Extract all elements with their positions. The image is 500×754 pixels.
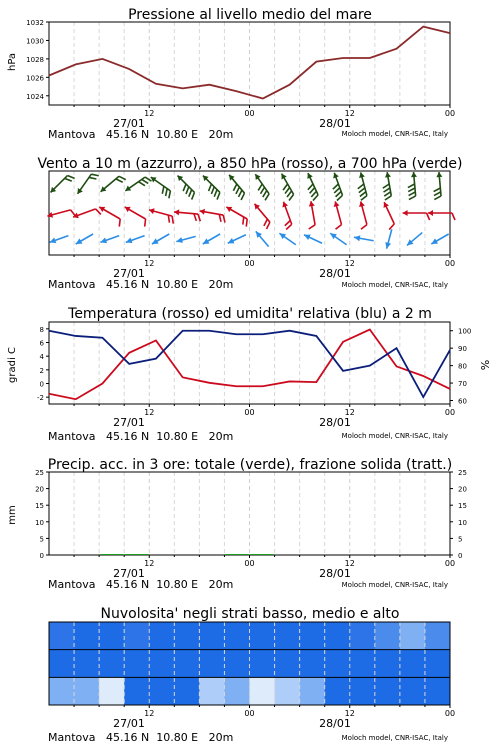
wind-barb-10m bbox=[353, 234, 374, 243]
wind-barb-feather bbox=[382, 184, 389, 188]
wind-barb-feather bbox=[388, 224, 396, 230]
y-tick-label-right: 10 bbox=[458, 518, 467, 527]
y-tick-label: 1024 bbox=[26, 92, 44, 101]
y-tick-label: 8 bbox=[39, 325, 44, 334]
wind-barb-head bbox=[305, 172, 313, 179]
wind-barb-10m bbox=[176, 234, 197, 245]
y-tick-label: 5 bbox=[39, 535, 44, 544]
cloud-cell-medio bbox=[350, 650, 376, 678]
wind-arrow-head bbox=[430, 238, 438, 246]
cloud-cell-basso bbox=[275, 677, 301, 705]
panel-pressure bbox=[7, 7, 455, 141]
cloud-cell-medio bbox=[99, 650, 125, 678]
wind-barb-850hPa bbox=[354, 201, 371, 230]
wind-barb-feather bbox=[433, 188, 440, 192]
cloud-cell-alto bbox=[124, 622, 150, 650]
wind-barb-700hPa bbox=[432, 172, 444, 200]
cloud-cell-alto bbox=[174, 622, 200, 650]
y-tick-label: -2 bbox=[37, 394, 44, 403]
clouds-location: Mantova 45.16 N 10.80 E 20m bbox=[48, 731, 234, 744]
y-tick-label: 1030 bbox=[26, 37, 44, 46]
wind-barb-head bbox=[436, 172, 442, 178]
x-tick-label: 00 bbox=[244, 259, 255, 268]
cloud-cell-basso bbox=[174, 677, 200, 705]
wind-arrow-head bbox=[150, 238, 158, 246]
wind-arrow-head bbox=[226, 238, 234, 246]
panel-wind bbox=[37, 156, 462, 291]
wind-barb-feather bbox=[360, 225, 368, 230]
wind-arrow-head bbox=[74, 238, 82, 246]
wind-barb-head bbox=[281, 201, 288, 208]
temperature-ylabel: gradi C bbox=[7, 347, 18, 383]
date-label: 27/01 bbox=[113, 416, 145, 429]
date-label: 28/01 bbox=[319, 567, 351, 580]
precip-title: Precip. acc. in 3 ore: totale (verde), frazione solida (tratt.) bbox=[47, 457, 453, 473]
cloud-cell-medio bbox=[49, 650, 75, 678]
y-tick-label: 4 bbox=[39, 353, 44, 362]
cloud-cell-medio bbox=[224, 650, 250, 678]
y-tick-label-right: 15 bbox=[458, 502, 467, 511]
wind-barb-700hPa bbox=[302, 172, 322, 201]
cloud-cell-medio bbox=[199, 650, 225, 678]
x-tick-label: 00 bbox=[444, 559, 456, 568]
wind-barb-10m bbox=[278, 231, 298, 247]
y-tick-label-right: 70 bbox=[458, 380, 467, 389]
x-tick-label: 12 bbox=[144, 709, 155, 718]
cloud-cell-medio bbox=[425, 650, 451, 678]
wind-barb-850hPa bbox=[173, 209, 201, 221]
wind-barb-feather bbox=[91, 172, 98, 178]
cloud-cell-basso bbox=[124, 677, 150, 705]
wind-barb-10m bbox=[405, 230, 424, 247]
wind-barb-700hPa bbox=[48, 171, 74, 197]
wind-barb-feather bbox=[452, 213, 455, 220]
y-tick-label: 1028 bbox=[26, 55, 44, 64]
x-tick-label: 00 bbox=[444, 109, 456, 118]
wind-location: Mantova 45.16 N 10.80 E 20m bbox=[48, 278, 234, 291]
y-tick-label-right: 20 bbox=[458, 485, 467, 494]
cloud-cell-alto bbox=[199, 622, 225, 650]
pressure-credit: Moloch model, CNR-ISAC, Italy bbox=[341, 130, 448, 138]
wind-barb-feather bbox=[434, 196, 441, 200]
wind-barb-700hPa bbox=[276, 172, 298, 200]
cloud-cell-alto bbox=[149, 622, 175, 650]
wind-barb-10m bbox=[303, 232, 324, 246]
date-label: 27/01 bbox=[113, 717, 145, 730]
wind-barb-feather bbox=[197, 214, 201, 221]
wind-barb-feather bbox=[408, 184, 415, 188]
cloud-cell-basso bbox=[425, 677, 451, 705]
x-tick-label: 12 bbox=[344, 559, 355, 568]
wind-barb-700hPa bbox=[407, 172, 419, 200]
wind-barb-700hPa bbox=[124, 173, 152, 197]
wind-barb-head bbox=[403, 210, 408, 216]
y-tick-label-right: 80 bbox=[458, 362, 467, 371]
pressure-title: Pressione al livello medio del mare bbox=[128, 7, 372, 23]
cloud-cell-basso bbox=[74, 677, 100, 705]
precip-location: Mantova 45.16 N 10.80 E 20m bbox=[48, 578, 234, 591]
clouds-title: Nuvolosita' negli strati basso, medio e alto bbox=[100, 606, 400, 622]
wind-arrow-head bbox=[303, 232, 311, 240]
cloud-cell-medio bbox=[400, 650, 426, 678]
precip-plot bbox=[35, 469, 467, 580]
panel-temperature bbox=[7, 306, 492, 443]
wind-barb-feather bbox=[308, 225, 315, 229]
wind-barb-feather bbox=[434, 192, 441, 196]
wind-barb-feather bbox=[244, 219, 250, 227]
wind-barb-head bbox=[279, 172, 287, 179]
wind-barb-850hPa bbox=[198, 208, 226, 223]
y-tick-label-right: 25 bbox=[458, 469, 467, 477]
wind-barb-10m bbox=[150, 231, 170, 246]
cloud-cell-basso bbox=[400, 677, 426, 705]
wind-barb-feather bbox=[96, 208, 101, 216]
wind-barb-feather bbox=[383, 188, 390, 192]
wind-barb-10m bbox=[384, 229, 395, 250]
x-tick-label: 12 bbox=[144, 408, 155, 417]
wind-barb-feather bbox=[408, 188, 415, 192]
precip-credit: Moloch model, CNR-ISAC, Italy bbox=[341, 581, 448, 589]
cloud-cell-alto bbox=[325, 622, 351, 650]
y-tick-label-right: 90 bbox=[458, 345, 467, 354]
wind-barb-feather bbox=[166, 191, 172, 198]
wind-barb-850hPa bbox=[277, 201, 296, 230]
temperature-location: Mantova 45.16 N 10.80 E 20m bbox=[48, 430, 234, 443]
wind-barb-850hPa bbox=[378, 201, 398, 230]
wind-barb-850hPa bbox=[329, 201, 346, 230]
cloud-cell-medio bbox=[325, 650, 351, 678]
wind-barb-850hPa bbox=[304, 201, 319, 229]
wind-barb-700hPa bbox=[328, 172, 347, 201]
y-tick-label: 20 bbox=[35, 485, 44, 494]
wind-arrow-head bbox=[49, 238, 57, 246]
wind-barb-head bbox=[225, 204, 232, 212]
wind-barb-10m bbox=[253, 229, 270, 248]
cloud-cell-medio bbox=[250, 650, 276, 678]
wind-barb-head bbox=[428, 210, 433, 216]
wind-barb-700hPa bbox=[250, 172, 274, 200]
wind-barb-feather bbox=[408, 192, 415, 196]
cloud-cell-medio bbox=[375, 650, 401, 678]
temperature-title: Temperatura (rosso) ed umidita' relativa (blu) a 2 m bbox=[68, 306, 432, 322]
cloud-cell-medio bbox=[275, 650, 301, 678]
wind-barb-10m bbox=[99, 233, 120, 245]
wind-barb-10m bbox=[430, 231, 450, 246]
cloud-cell-medio bbox=[124, 650, 150, 678]
wind-barb-700hPa bbox=[173, 173, 199, 199]
wind-barb-850hPa bbox=[249, 202, 274, 229]
x-tick-label: 12 bbox=[344, 709, 355, 718]
wind-barb-feather bbox=[222, 215, 226, 222]
precip-bar bbox=[100, 554, 123, 555]
wind-barb-850hPa bbox=[121, 204, 149, 226]
cloud-cell-medio bbox=[174, 650, 200, 678]
wind-barb-700hPa bbox=[75, 170, 99, 198]
wind-barb-10m bbox=[201, 231, 221, 246]
date-label: 28/01 bbox=[319, 117, 351, 130]
y-tick-label: 25 bbox=[35, 469, 44, 477]
panel-clouds bbox=[48, 606, 455, 744]
wind-barb-feather bbox=[409, 196, 416, 200]
wind-barb-10m bbox=[328, 231, 348, 247]
cloud-cell-basso bbox=[224, 677, 250, 705]
y-tick-label: 2 bbox=[39, 366, 44, 375]
y-tick-label: 1026 bbox=[26, 74, 44, 83]
wind-barb-feather bbox=[142, 219, 148, 227]
wind-arrow-head bbox=[99, 238, 107, 246]
cloud-cell-alto bbox=[350, 622, 376, 650]
x-tick-label: 12 bbox=[144, 259, 155, 268]
x-tick-label: 00 bbox=[244, 559, 255, 568]
x-tick-label: 00 bbox=[444, 259, 456, 268]
cloud-cell-alto bbox=[99, 622, 125, 650]
cloud-cell-alto bbox=[400, 622, 426, 650]
date-label: 28/01 bbox=[319, 267, 351, 280]
y-tick-label-right: 5 bbox=[458, 535, 463, 544]
wind-arrow-head bbox=[201, 238, 209, 246]
x-tick-label: 00 bbox=[444, 408, 456, 417]
wind-barb-850hPa bbox=[403, 210, 430, 220]
wind-barb-feather bbox=[384, 196, 391, 200]
wind-barb-feather bbox=[384, 192, 391, 196]
precip-bar bbox=[125, 554, 148, 555]
wind-barb-700hPa bbox=[354, 172, 371, 201]
x-tick-label: 12 bbox=[344, 259, 355, 268]
pressure-location: Mantova 45.16 N 10.80 E 20m bbox=[48, 128, 234, 141]
date-label: 27/01 bbox=[113, 267, 145, 280]
cloud-cell-basso bbox=[99, 677, 125, 705]
wind-barb-10m bbox=[125, 233, 146, 245]
x-tick-label: 00 bbox=[244, 109, 255, 118]
wind-barb-850hPa bbox=[72, 205, 101, 224]
y-tick-label: 1032 bbox=[26, 19, 44, 27]
cloud-cell-basso bbox=[350, 677, 376, 705]
wind-plot bbox=[47, 170, 455, 280]
wind-barb-850hPa bbox=[147, 207, 176, 224]
cloud-cell-alto bbox=[74, 622, 100, 650]
cloud-cell-alto bbox=[224, 622, 250, 650]
cloud-cell-alto bbox=[250, 622, 276, 650]
wind-barb-700hPa bbox=[198, 173, 224, 199]
x-tick-label: 00 bbox=[444, 709, 456, 718]
date-label: 27/01 bbox=[113, 567, 145, 580]
wind-barb-850hPa bbox=[96, 204, 124, 226]
y-tick-label: 0 bbox=[39, 380, 44, 389]
y-tick-label: 10 bbox=[35, 518, 44, 527]
wind-title: Vento a 10 m (azzurro), a 850 hPa (rosso), a 700 hPa (verde) bbox=[37, 156, 463, 172]
cloud-cell-basso bbox=[199, 677, 225, 705]
x-tick-label: 12 bbox=[144, 559, 155, 568]
x-tick-label: 00 bbox=[244, 709, 255, 718]
cloud-cell-medio bbox=[300, 650, 326, 678]
cloud-cell-basso bbox=[375, 677, 401, 705]
wind-arrow-head bbox=[125, 238, 133, 246]
wind-credit: Moloch model, CNR-ISAC, Italy bbox=[341, 281, 448, 289]
x-tick-label: 12 bbox=[144, 109, 155, 118]
temperature-credit: Moloch model, CNR-ISAC, Italy bbox=[341, 432, 448, 440]
cloud-cell-basso bbox=[149, 677, 175, 705]
cloud-cell-alto bbox=[275, 622, 301, 650]
x-tick-label: 00 bbox=[244, 408, 255, 417]
y-tick-label-right: 100 bbox=[458, 327, 472, 336]
cloud-cell-alto bbox=[375, 622, 401, 650]
date-label: 28/01 bbox=[319, 416, 351, 429]
precip-bar bbox=[225, 554, 248, 555]
wind-barb-850hPa bbox=[47, 206, 76, 223]
cloud-cell-basso bbox=[300, 677, 326, 705]
pressure-plot bbox=[26, 19, 455, 130]
clouds-credit: Moloch model, CNR-ISAC, Italy bbox=[341, 734, 448, 742]
y-tick-label: 15 bbox=[35, 502, 44, 511]
x-tick-label: 12 bbox=[344, 109, 355, 118]
precip-ylabel: mm bbox=[7, 505, 18, 525]
cloud-cell-alto bbox=[49, 622, 75, 650]
panel-precipitation bbox=[7, 457, 467, 591]
cloud-cell-alto bbox=[300, 622, 326, 650]
wind-barb-700hPa bbox=[147, 175, 175, 199]
wind-barb-700hPa bbox=[380, 172, 395, 200]
cloud-cell-basso bbox=[49, 677, 75, 705]
wind-barb-850hPa bbox=[428, 210, 455, 220]
humidity-ylabel: % bbox=[479, 359, 492, 371]
wind-barb-feather bbox=[193, 214, 197, 221]
wind-barb-10m bbox=[74, 231, 94, 246]
cloud-cell-alto bbox=[425, 622, 451, 650]
clouds-plot bbox=[49, 622, 455, 730]
wind-barb-feather bbox=[427, 213, 430, 220]
wind-barb-head bbox=[381, 201, 389, 208]
precip-bar bbox=[251, 554, 274, 555]
wind-barb-feather bbox=[335, 225, 343, 230]
y-tick-label-right: 60 bbox=[458, 397, 467, 406]
wind-barb-head bbox=[331, 172, 338, 179]
wind-barb-700hPa bbox=[224, 173, 249, 200]
temperature-plot bbox=[37, 322, 471, 429]
wind-barb-10m bbox=[49, 233, 70, 245]
wind-barb-700hPa bbox=[99, 172, 126, 197]
y-tick-label-right: 0 bbox=[458, 552, 463, 560]
wind-barb-head bbox=[411, 172, 417, 178]
cloud-cell-medio bbox=[74, 650, 100, 678]
y-tick-label: 0 bbox=[39, 552, 44, 560]
date-label: 27/01 bbox=[113, 117, 145, 130]
wind-barb-feather bbox=[117, 219, 123, 227]
wind-barb-850hPa bbox=[223, 204, 251, 226]
x-tick-label: 12 bbox=[344, 408, 355, 417]
wind-barb-10m bbox=[226, 232, 247, 246]
cloud-cell-basso bbox=[250, 677, 276, 705]
pressure-ylabel: hPa bbox=[7, 52, 18, 72]
cloud-cell-medio bbox=[149, 650, 175, 678]
cloud-cell-basso bbox=[325, 677, 351, 705]
y-tick-label: 6 bbox=[39, 339, 44, 348]
date-label: 28/01 bbox=[319, 717, 351, 730]
